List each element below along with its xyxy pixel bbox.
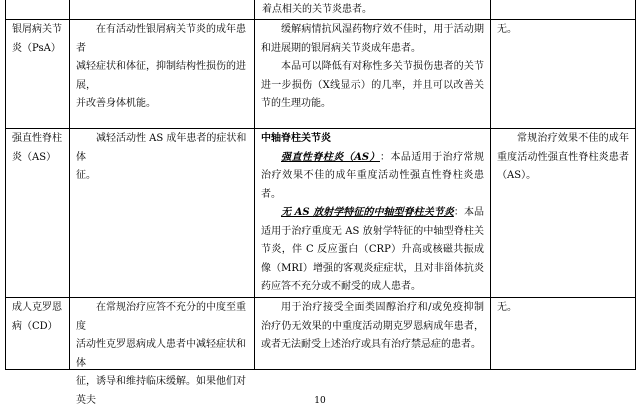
row2-disease: 强直性脊柱炎（AS）	[12, 133, 62, 163]
row2-para2	[261, 204, 484, 297]
row3-disease: 成人克罗恩病（CD）	[12, 302, 62, 332]
row2-heading: 中轴脊柱关节炎	[261, 133, 331, 144]
row1-indication	[255, 21, 490, 114]
row2-indication	[255, 130, 490, 297]
row2-text2: ：本品适用于治疗重度无 AS 放射学特征的中轴型脊柱关节炎，伴 C 反应蛋白（CRP）升高或核磁共振成像（MRI）增强的客观炎症症状，且对非甾体抗炎药应答不充分或不耐受的成人患者。	[261, 207, 485, 292]
row1-indication-p2: 本品可以降低有对称性多关节损伤患者的关节进一步损伤（X线显示）的几率，并且可以改善关节的生理功能。	[261, 61, 484, 109]
row2-description	[70, 130, 254, 186]
row0-indication: 着点相关的关节炎患者。	[262, 4, 372, 15]
row3-description	[70, 299, 254, 410]
row3-indication: 用于治疗接受全面类固醇治疗和/或免疫抑制治疗仍无效果的中重度活动期克罗恩病成年患者，或者无法耐受上述治疗或具有治疗禁忌症的患者。	[261, 302, 484, 350]
table-rule	[5, 128, 636, 129]
row1-disease: 银屑病关节炎（PsA）	[12, 24, 62, 54]
row1-line: 并改善身体机能。	[76, 98, 156, 109]
row1-description	[70, 21, 254, 114]
row3-other: 无。	[497, 302, 517, 313]
row1-line: 减轻症状和体征，抑制结构性损伤的进展，	[76, 61, 246, 91]
row3-line: 活动性克罗恩病成人患者中减轻症状和体	[76, 339, 246, 369]
row2-para1	[261, 149, 484, 205]
row3-line: 在常规治疗应答不充分的中度至重度	[76, 302, 246, 332]
row2-other: 常规治疗效果不佳的成年重度活动性强直性脊柱炎患者（AS）。	[497, 133, 629, 181]
row2-line: 征。	[76, 170, 96, 181]
page-number: 10	[314, 396, 326, 406]
row1-indication-p1: 缓解病情抗风湿药物疗效不佳时，用于活动期和进展期的银屑病关节炎成年患者。	[261, 24, 484, 54]
row2-sub1: 强直性脊柱炎（AS）	[281, 151, 380, 163]
row2-text1: ：本品适用于治疗常规治疗效果不佳的成年重度活动性强直性脊柱炎患者。	[261, 151, 485, 200]
row3-line: 征，诱导和维持临床缓解。如果他们对英夫	[76, 376, 246, 406]
table-rule	[5, 297, 636, 298]
row1-line: 在有活动性银屑病关节炎的成年患者	[76, 24, 246, 54]
row2-sub2: 无 AS 放射学特征的中轴型脊柱关节炎	[281, 207, 454, 218]
table-rule	[635, 0, 636, 370]
row2-line: 减轻活动性 AS 成年患者的症状和体	[76, 133, 247, 163]
row1-other: 无。	[497, 24, 517, 35]
